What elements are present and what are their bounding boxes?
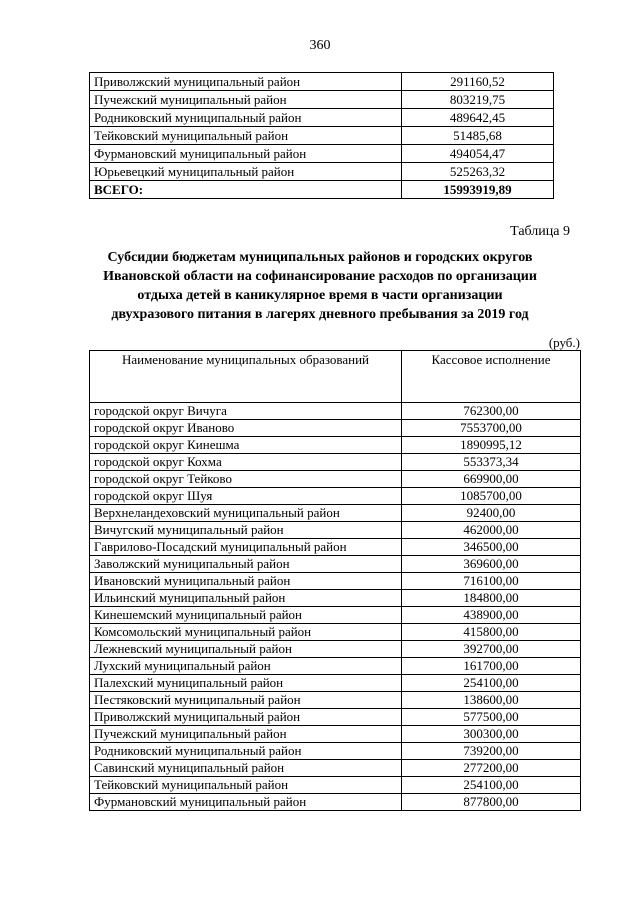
row-value: 716100,00	[402, 573, 581, 590]
table-row	[90, 641, 581, 658]
table-row	[90, 794, 581, 811]
row-name: Савинский муниципальный район	[90, 760, 402, 777]
table-row	[90, 181, 554, 199]
table-row	[90, 163, 554, 181]
table-row	[90, 624, 581, 641]
table-row	[90, 91, 554, 109]
row-value: 51485,68	[402, 127, 554, 145]
row-value: 462000,00	[402, 522, 581, 539]
row-value: 577500,00	[402, 709, 581, 726]
table-row	[90, 675, 581, 692]
table-row	[90, 658, 581, 675]
row-value: 92400,00	[402, 505, 581, 522]
row-value: 277200,00	[402, 760, 581, 777]
row-value: 489642,45	[402, 109, 554, 127]
row-value: 739200,00	[402, 743, 581, 760]
table-row	[90, 127, 554, 145]
row-name: городской округ Шуя	[90, 488, 402, 505]
table-top-continuation	[89, 72, 554, 199]
row-value: 803219,75	[402, 91, 554, 109]
row-name: ВСЕГО:	[90, 181, 402, 199]
row-name: Лежневский муниципальный район	[90, 641, 402, 658]
table-row	[90, 420, 581, 437]
table-row	[90, 145, 554, 163]
row-value: 438900,00	[402, 607, 581, 624]
header-row	[90, 351, 581, 403]
row-name: городской округ Кохма	[90, 454, 402, 471]
row-name: Палехский муниципальный район	[90, 675, 402, 692]
table-title	[80, 248, 560, 324]
row-name: Комсомольский муниципальный район	[90, 624, 402, 641]
row-value: 1890995,12	[402, 437, 581, 454]
table-row	[90, 692, 581, 709]
table-row	[90, 743, 581, 760]
title-line: Ивановской области на софинансирование расходов по организации	[103, 269, 537, 284]
row-name: Пучежский муниципальный район	[90, 91, 402, 109]
row-name: городской округ Тейково	[90, 471, 402, 488]
row-name: Пестяковский муниципальный район	[90, 692, 402, 709]
table-row	[90, 437, 581, 454]
table-row	[90, 573, 581, 590]
row-value: 669900,00	[402, 471, 581, 488]
row-name: Вичугский муниципальный район	[90, 522, 402, 539]
table-row	[90, 556, 581, 573]
table-row	[90, 777, 581, 794]
title-line: Субсидии бюджетам муниципальных районов и городских округов	[107, 250, 533, 265]
row-name: Кинешемский муниципальный район	[90, 607, 402, 624]
table-row	[90, 471, 581, 488]
row-name: Родниковский муниципальный район	[90, 109, 402, 127]
row-name: Фурмановский муниципальный район	[90, 794, 402, 811]
table-row	[90, 454, 581, 471]
page-number: 360	[309, 38, 331, 53]
row-name: Приволжский муниципальный район	[90, 709, 402, 726]
row-value: 762300,00	[402, 403, 581, 420]
row-name: Ильинский муниципальный район	[90, 590, 402, 607]
title-line: двухразового питания в лагерях дневного пребывания за 2019 год	[111, 307, 529, 322]
table-row	[90, 505, 581, 522]
row-name: Верхнеландеховский муниципальный район	[90, 505, 402, 522]
table-row	[90, 109, 554, 127]
row-value: 300300,00	[402, 726, 581, 743]
row-name: городской округ Кинешма	[90, 437, 402, 454]
table-subsidies	[89, 350, 581, 811]
row-value: 161700,00	[402, 658, 581, 675]
table-row	[90, 522, 581, 539]
row-name: Гаврилово-Посадский муниципальный район	[90, 539, 402, 556]
row-value: 138600,00	[402, 692, 581, 709]
row-value: 494054,47	[402, 145, 554, 163]
row-value: 392700,00	[402, 641, 581, 658]
row-name: Ивановский муниципальный район	[90, 573, 402, 590]
row-value: 369600,00	[402, 556, 581, 573]
row-value: 15993919,89	[402, 181, 554, 199]
row-name: Фурмановский муниципальный район	[90, 145, 402, 163]
row-value: 415800,00	[402, 624, 581, 641]
row-name: Лухский муниципальный район	[90, 658, 402, 675]
header-value: Кассовое исполнение	[402, 351, 581, 403]
row-value: 553373,34	[402, 454, 581, 471]
row-name: Тейковский муниципальный район	[90, 777, 402, 794]
row-value: 525263,32	[402, 163, 554, 181]
row-value: 254100,00	[402, 675, 581, 692]
table-row	[90, 488, 581, 505]
table-row	[90, 726, 581, 743]
table-row	[90, 709, 581, 726]
row-name: городской округ Иваново	[90, 420, 402, 437]
row-name: Юрьевецкий муниципальный район	[90, 163, 402, 181]
row-value: 346500,00	[402, 539, 581, 556]
table-row	[90, 403, 581, 420]
table-label: Таблица 9	[510, 224, 570, 239]
table-row	[90, 607, 581, 624]
table-row	[90, 590, 581, 607]
row-value: 877800,00	[402, 794, 581, 811]
unit-label: (руб.)	[548, 335, 580, 350]
row-value: 1085700,00	[402, 488, 581, 505]
table-row	[90, 73, 554, 91]
row-value: 291160,52	[402, 73, 554, 91]
row-value: 7553700,00	[402, 420, 581, 437]
table-row	[90, 539, 581, 556]
row-name: Пучежский муниципальный район	[90, 726, 402, 743]
row-value: 184800,00	[402, 590, 581, 607]
row-name: Заволжский муниципальный район	[90, 556, 402, 573]
header-name: Наименование муниципальных образований	[90, 351, 402, 403]
row-name: Приволжский муниципальный район	[90, 73, 402, 91]
row-name: Родниковский муниципальный район	[90, 743, 402, 760]
row-name: Тейковский муниципальный район	[90, 127, 402, 145]
title-line: отдыха детей в каникулярное время в части организации	[137, 288, 503, 303]
row-name: городской округ Вичуга	[90, 403, 402, 420]
row-value: 254100,00	[402, 777, 581, 794]
table-row	[90, 760, 581, 777]
